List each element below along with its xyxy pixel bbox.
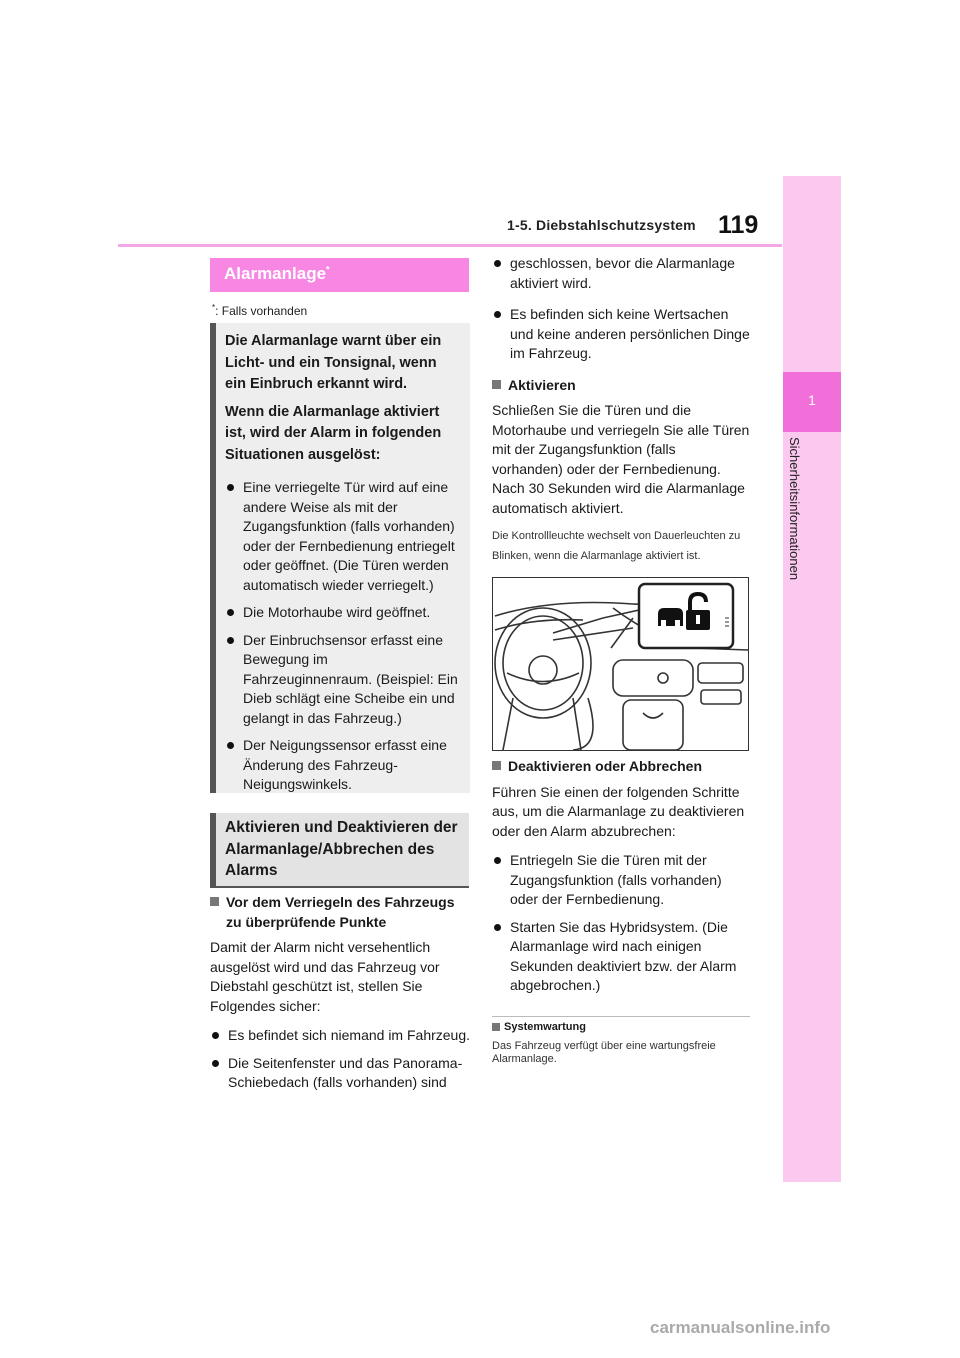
info-intro: Die Alarmanlage warnt über ein Licht- und ein Tonsignal, wenn ein Einbruch erkannt wird. xyxy=(225,333,442,392)
section-heading-alarmanlage xyxy=(210,258,469,292)
lock-indicator-callout xyxy=(639,584,733,648)
right-column xyxy=(492,254,750,566)
list-item: Entriegeln Sie die Türen mit der Zugangsfunktion (falls vorhanden) oder der Fernbedienung. xyxy=(492,851,750,910)
footnote xyxy=(212,303,307,318)
chapter-number-tab[interactable]: 1 xyxy=(783,372,841,432)
watermark: carmanualsonline.info xyxy=(650,1318,831,1337)
section-title-mark: * xyxy=(326,264,330,275)
activate-heading: Aktivieren xyxy=(492,376,750,396)
chapter-label-text: Sicherheitsinformationen xyxy=(787,437,802,581)
list-item: Es befindet sich niemand im Fahrzeug. xyxy=(210,1026,472,1046)
deactivate-heading: Deaktivieren oder Abbrechen xyxy=(492,757,750,777)
check-text: Damit der Alarm nicht versehentlich ausgelöst wird und das Fahrzeug vor Diebstahl geschützt ist, stellen Sie Folgendes sicher: xyxy=(210,939,440,1014)
list-item: Die Motorhaube wird geöffnet. xyxy=(225,603,460,623)
deactivate-text: Führen Sie einen der folgenden Schritte aus, um die Alarmanlage zu deaktivieren oder den Alarm abzubrechen: xyxy=(492,783,745,839)
list-item: Der Einbruchsensor erfasst eine Bewegung im Fahrzeuginnenraum. (Beispiel: Ein Dieb schlägt eine Scheibe ein und gelangt in das Fahrzeug.) xyxy=(225,631,460,729)
footnote-text: : Falls vorhanden xyxy=(215,304,308,318)
side-tab-strip xyxy=(783,176,841,1182)
section-header: 1-5. Diebstahlschutzsystem xyxy=(507,217,696,233)
page-number: 119 xyxy=(718,211,759,239)
activate-note: Die Kontrollleuchte wechselt von Dauerleuchten zu Blinken, wenn die Alarmanlage aktiviert ist. xyxy=(492,530,741,562)
section-title: Alarmanlage xyxy=(224,264,327,283)
header-rule xyxy=(118,244,782,247)
section-rule xyxy=(210,886,469,888)
activate-text: Schließen Sie die Türen und die Motorhaube und verriegeln Sie alle Türen mit der Zugangsfunktion (falls vorhanden) oder der Fernbedienung. Nach 30 Sekunden wird die Alarmanlage automatisch aktiviert. xyxy=(492,402,750,516)
list-item-continued xyxy=(492,254,750,293)
list-item-text: Die Seitenfenster und das Panorama-Schiebedach (falls vorhanden) sind xyxy=(228,1054,463,1090)
list-item xyxy=(210,1054,472,1092)
list-item: Es befinden sich keine Wertsachen und keine anderen persönlichen Dinge im Fahrzeug. xyxy=(492,305,750,364)
section-heading-aktivieren: Aktivieren und Deaktivieren der Alarmanlage/Abbrechen des Alarms xyxy=(210,813,469,887)
list-item: Der Neigungssensor erfasst eine Änderung des Fahrzeug-Neigungswinkels. xyxy=(225,736,460,795)
info-condition: Wenn die Alarmanlage aktiviert ist, wird der Alarm in folgenden Situationen ausgelöst: xyxy=(225,403,442,463)
footnote-mark: * xyxy=(212,303,216,312)
list-item: Eine verriegelte Tür wird auf eine andere Weise als mit der Zugangsfunktion (falls vorhanden) oder der Fernbedienung entriegelt oder geöffnet. (Die Türen werden automatisch wieder verriegelt.) xyxy=(225,478,460,595)
info-box xyxy=(210,323,470,793)
maintenance-text: Das Fahrzeug verfügt über eine wartungsfreie Alarmanlage. xyxy=(492,1040,716,1065)
maintenance-heading: Systemwartung xyxy=(492,1021,586,1033)
deactivate-block xyxy=(492,757,750,1004)
dashboard-drawing xyxy=(493,578,748,750)
left-column xyxy=(210,893,472,1100)
list-item-text: geschlossen, bevor die Alarmanlage aktiviert wird. xyxy=(510,255,735,291)
chapter-label xyxy=(780,437,810,597)
maintenance-rule xyxy=(492,1016,750,1017)
dashboard-illustration xyxy=(492,577,749,751)
list-item: Starten Sie das Hybridsystem. (Die Alarmanlage wird nach einigen Sekunden deaktiviert bzw. der Alarm abgebrochen.) xyxy=(492,918,750,996)
check-heading: Vor dem Verriegeln des Fahrzeugs zu überprüfende Punkte xyxy=(210,893,472,932)
